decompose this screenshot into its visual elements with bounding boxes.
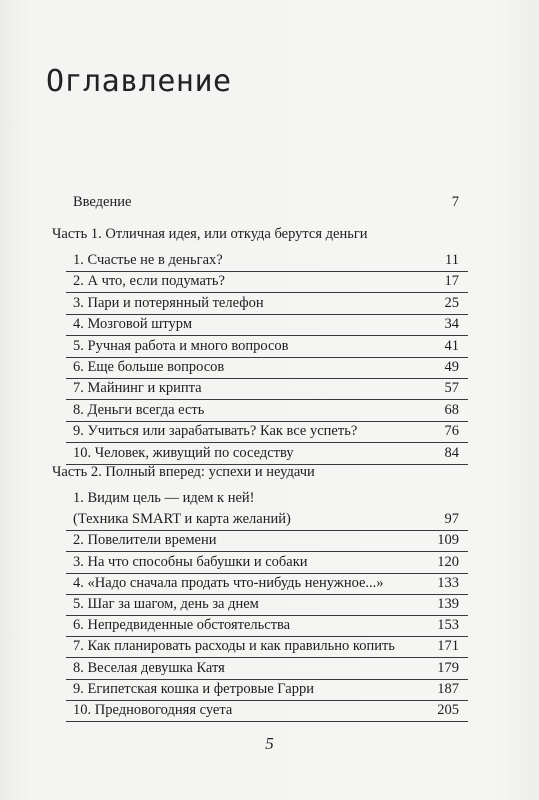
toc-item-page: 133: [437, 574, 459, 591]
toc-item-page: 34: [444, 316, 459, 333]
toc-item[interactable]: [73, 615, 459, 635]
toc-item[interactable]: [73, 443, 459, 463]
toc-item[interactable]: [73, 594, 459, 614]
toc-item[interactable]: [73, 573, 459, 593]
toc-item[interactable]: [73, 357, 459, 377]
toc-item[interactable]: [73, 314, 459, 334]
page-number: 5: [265, 734, 274, 753]
toc-item-label: 1. Счастье не в деньгах?: [73, 252, 223, 268]
toc-item-page: 139: [437, 596, 459, 612]
toc-item[interactable]: [73, 552, 459, 572]
toc-item-label: 4. Мозговой штурм: [73, 316, 192, 333]
toc-item-page: 25: [444, 294, 459, 311]
part2-heading[interactable]: [52, 462, 472, 482]
toc-item-label: 10. Предновогодняя суета: [73, 702, 233, 718]
toc-item-page: 76: [444, 423, 459, 440]
toc-item-page: 68: [444, 401, 459, 418]
toc-item-page: 205: [437, 702, 459, 718]
toc-item[interactable]: [73, 700, 459, 720]
toc-intro[interactable]: [73, 192, 459, 212]
toc-item-page: 41: [444, 337, 459, 354]
toc-item-label: (Техника SMART и карта желаний): [73, 511, 291, 528]
toc-item-page: 187: [437, 680, 459, 697]
toc-item[interactable]: [73, 421, 459, 441]
toc-intro-page: 7: [451, 194, 459, 210]
toc-item-label: 5. Шаг за шагом, день за днем: [73, 596, 259, 612]
toc-item-page: 49: [444, 359, 459, 375]
toc-item-label: 8. Веселая девушка Катя: [73, 659, 225, 676]
toc-item-label: 4. «Надо сначала продать что-нибудь ненужное...»: [73, 574, 384, 591]
toc-item[interactable]: [73, 636, 459, 656]
toc-item-label: 7. Как планировать расходы и как правильно копить: [73, 638, 395, 655]
toc-item-page: 120: [437, 553, 459, 570]
toc-item-label: 1. Видим цель — идем к ней!: [73, 490, 255, 506]
toc-item-label: 2. Повелители времени: [73, 532, 217, 549]
toc-item[interactable]: [73, 271, 459, 291]
part2-heading-text: Часть 2. Полный вперед: успехи и неудачи: [52, 464, 315, 480]
toc-item[interactable]: [73, 530, 459, 550]
toc-item[interactable]: [73, 336, 459, 356]
page-title: Оглавление: [46, 64, 232, 100]
toc-item-label: 9. Учиться или зарабатывать? Как все успеть?: [73, 423, 358, 440]
toc-intro-label: Введение: [73, 194, 132, 210]
toc-item-page: 17: [444, 273, 459, 290]
toc-item-page: 57: [444, 380, 459, 397]
part1-heading-text: Часть 1. Отличная идея, или откуда берутся деньги: [52, 226, 368, 242]
toc-item[interactable]: [73, 679, 459, 699]
toc-item-page: 171: [437, 638, 459, 655]
toc-item-label: 5. Ручная работа и много вопросов: [73, 337, 289, 354]
toc-item-label: 7. Майнинг и крипта: [73, 380, 202, 397]
toc-item-label: 6. Еще больше вопросов: [73, 359, 225, 375]
toc-item-page: 109: [437, 532, 459, 549]
toc-item-label: 2. А что, если подумать?: [73, 273, 225, 290]
toc-item[interactable]: [73, 293, 459, 313]
toc-item[interactable]: [73, 509, 459, 529]
toc-item-label: 3. На что способны бабушки и собаки: [73, 553, 308, 570]
toc-item-label: 3. Пари и потерянный телефон: [73, 294, 264, 311]
toc-item[interactable]: [73, 658, 459, 678]
toc-item-page: 11: [445, 252, 459, 268]
toc-item[interactable]: [73, 400, 459, 420]
toc-item-page: 153: [437, 617, 459, 634]
toc-item-label: 9. Египетская кошка и фетровые Гарри: [73, 680, 314, 697]
toc-item[interactable]: [73, 250, 459, 270]
part1-heading[interactable]: [52, 224, 472, 244]
toc-item-label: 6. Непредвиденные обстоятельства: [73, 617, 291, 634]
toc-item-underline: [66, 721, 468, 722]
toc-item-page: 179: [437, 659, 459, 676]
toc-item-page: 97: [444, 511, 459, 528]
toc-item[interactable]: [73, 378, 459, 398]
toc-item-label: 10. Человек, живущий по соседству: [73, 444, 294, 461]
toc-item[interactable]: [73, 488, 459, 508]
toc-item-page: 84: [444, 444, 459, 461]
toc-item-label: 8. Деньги всегда есть: [73, 401, 205, 418]
